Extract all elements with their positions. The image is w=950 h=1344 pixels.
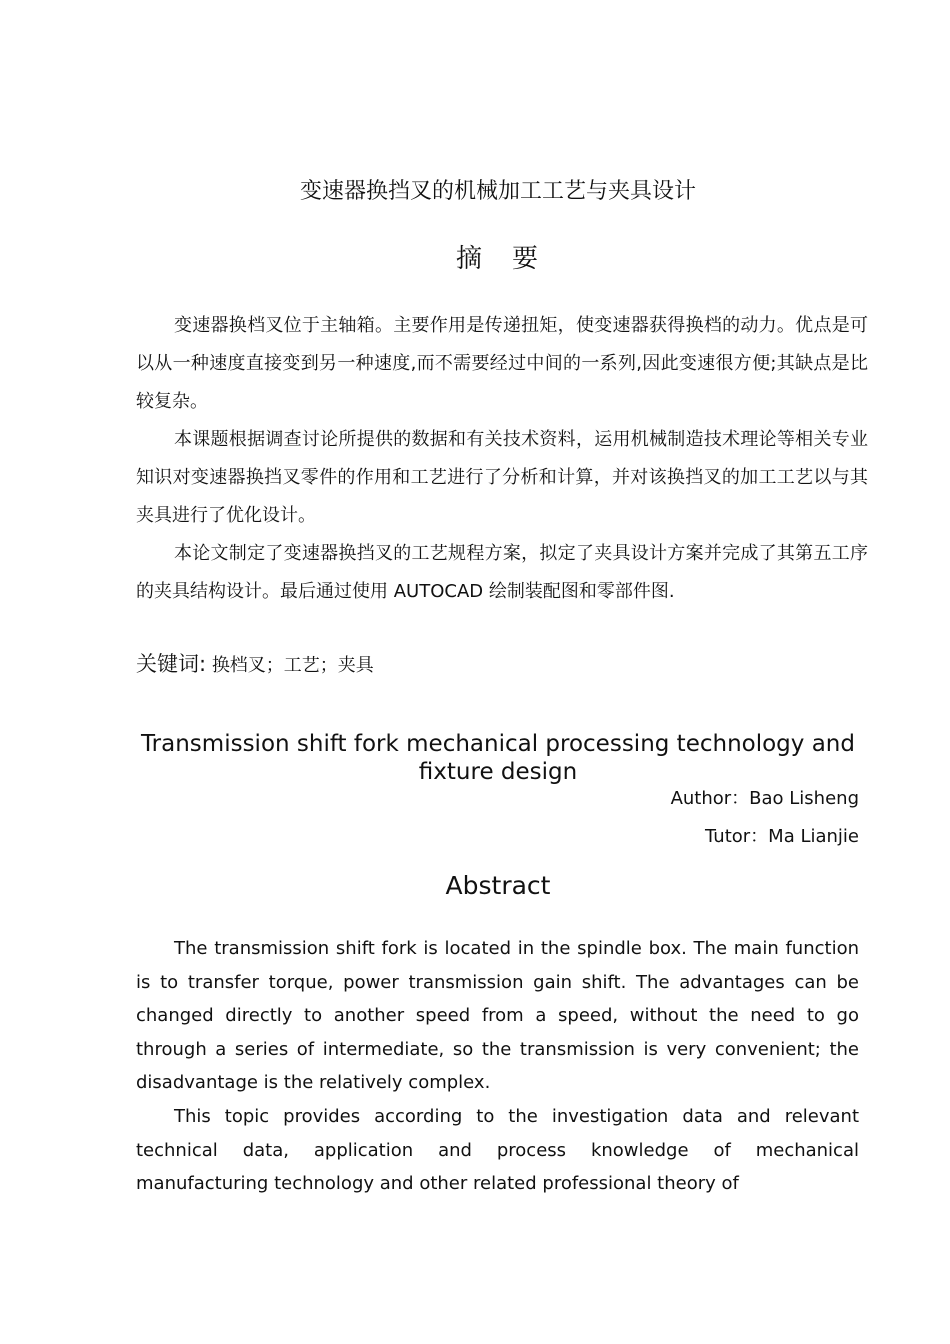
english-abstract-body [136,932,859,1201]
tutor-line: Tutor：Ma Lianjie [705,826,859,847]
author-line: Author：Bao Lisheng [670,788,859,809]
english-paragraph-1: The transmission shift fork is located in the spindle box. The main function is to transfer torque, power transmission gain shift. The advantages can be changed directly to another speed from a speed, without the need to go through a series of intermediate, so the transmission is very convenient; the disadvantage is the relatively complex. [136,938,859,1094]
english-paragraph-2: This topic provides according to the investigation data and relevant technical data, application and process knowledge of mechanical manufacturing technology and other related professional theory of [136,1105,859,1195]
chinese-paragraph-3: 本论文制定了变速器换挡叉的工艺规程方案，拟定了夹具设计方案并完成了其第五工序的夹具结构设计。最后通过使用 AUTOCAD 绘制装配图和零部件图. [136,543,868,602]
chinese-abstract-heading: 摘 要 [455,244,540,274]
chinese-title: 变速器换挡叉的机械加工工艺与夹具设计 [299,179,696,204]
keywords-value: 换档叉；工艺；夹具 [211,655,374,676]
chinese-paragraph-1: 变速器换档叉位于主轴箱。主要作用是传递扭矩，使变速器获得换档的动力。优点是可以从一种速度直接变到另一种速度,而不需要经过中间的一系列,因此变速很方便;其缺点是比较复杂。 [136,315,868,412]
chinese-abstract-body [136,307,868,611]
keywords-label: 关键词: [136,652,207,676]
english-title: Transmission shift fork mechanical processing technology and fixture design [141,731,855,785]
keywords-line [136,647,374,683]
english-abstract-heading: Abstract [445,871,551,900]
chinese-paragraph-2: 本课题根据调查讨论所提供的数据和有关技术资料，运用机械制造技术理论等相关专业知识对变速器换挡叉零件的作用和工艺进行了分析和计算，并对该换挡叉的加工工艺以与其夹具进行了优化设计。 [136,429,868,526]
